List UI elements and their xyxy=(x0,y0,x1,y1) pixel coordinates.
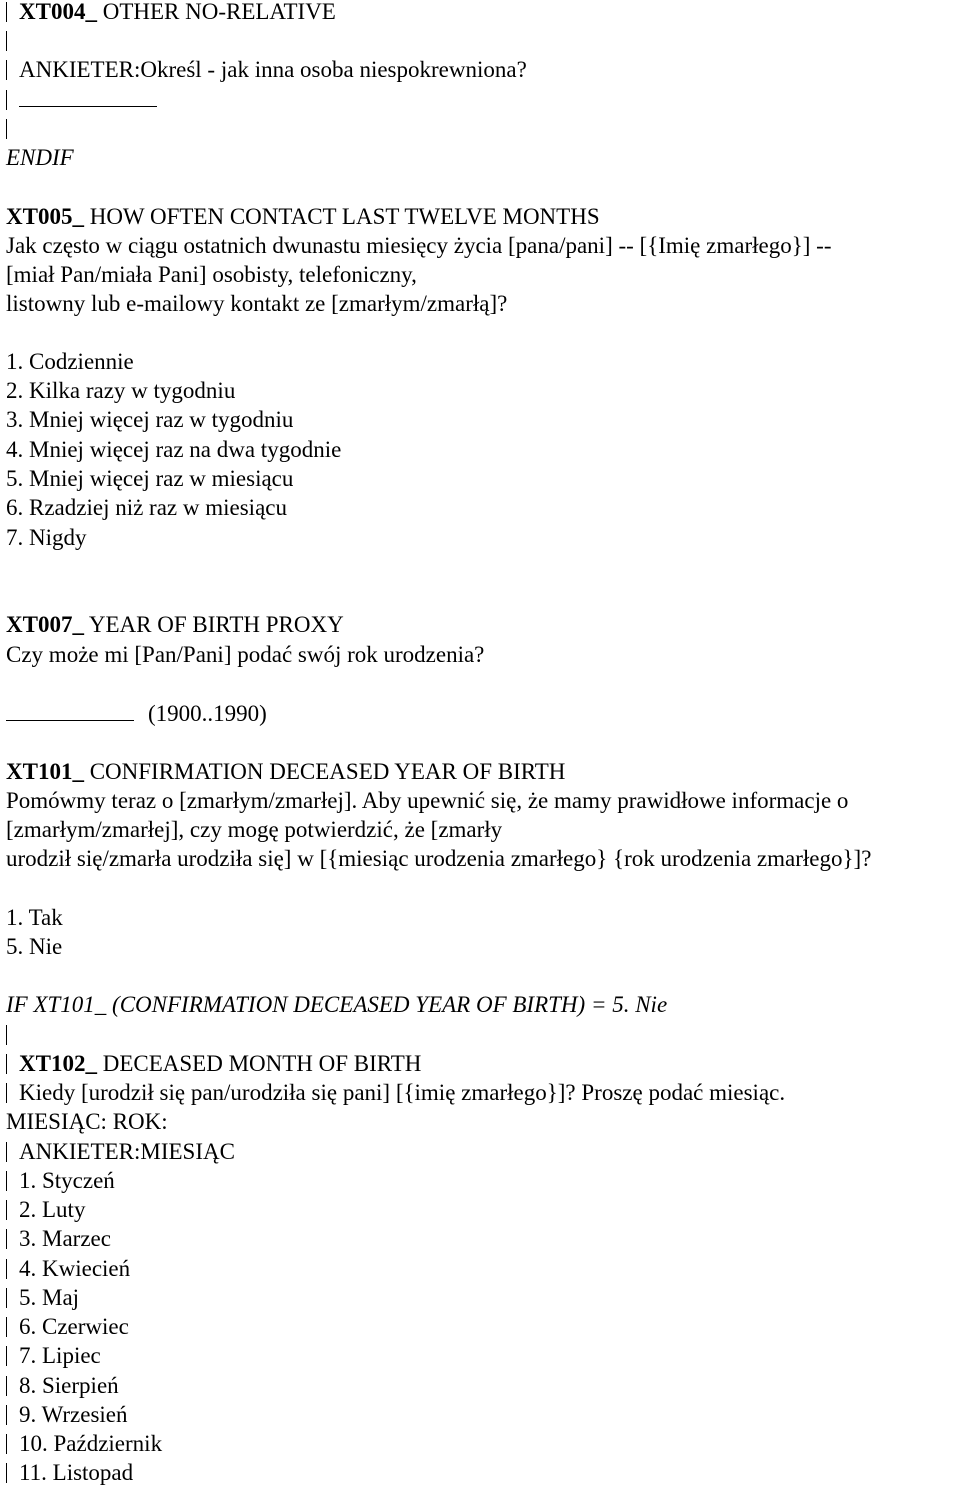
branch-bar xyxy=(6,60,7,80)
month-option: 2. Luty xyxy=(6,1195,85,1224)
question-code: XT007_ xyxy=(6,612,84,637)
month-option: 9. Wrzesień xyxy=(6,1400,128,1429)
answer-blank xyxy=(19,88,157,107)
branch-bar xyxy=(6,1200,7,1220)
question-text: urodził się/zmarła urodziła się] w [{miesiąc urodzenia zmarłego} {rok urodzenia zmarłego}]? xyxy=(6,846,872,871)
branch-bar xyxy=(6,1142,7,1162)
month-option: 10. Październik xyxy=(6,1429,162,1458)
answer-option: 7. Nigdy xyxy=(6,525,87,550)
month-option: 5. Maj xyxy=(6,1283,79,1312)
branch-bar xyxy=(6,1346,7,1366)
xt004-instruction xyxy=(6,55,527,84)
question-title: DECEASED MONTH OF BIRTH xyxy=(96,1051,422,1076)
xt102-heading xyxy=(6,1049,421,1078)
answer-option: 1. Codziennie xyxy=(6,349,134,374)
question-text: Kiedy [urodził się pan/urodziła się pani] [{imię zmarłego}]? Proszę podać miesiąc. xyxy=(19,1080,786,1105)
month-option: 6. Czerwiec xyxy=(6,1312,129,1341)
branch-bar xyxy=(6,119,7,139)
question-title: CONFIRMATION DECEASED YEAR OF BIRTH xyxy=(83,759,566,784)
if-condition: IF XT101_ (CONFIRMATION DECEASED YEAR OF BIRTH) = 5. Nie xyxy=(6,992,668,1017)
branch-bar xyxy=(6,1288,7,1308)
question-text: Pomówmy teraz o [zmarłym/zmarłej]. Aby upewnić się, że mamy prawidłowe informacje o xyxy=(6,788,849,813)
answer-option: 5. Nie xyxy=(6,934,63,959)
answer-option: 2. Kilka razy w tygodniu xyxy=(6,378,236,403)
branch-bar xyxy=(6,1171,7,1191)
xt004-heading xyxy=(6,0,336,26)
xt004-answer-line xyxy=(6,85,157,114)
answer-option: 6. Rzadziej niż raz w miesiącu xyxy=(6,495,287,520)
question-title: OTHER NO-RELATIVE xyxy=(96,0,336,24)
answer-option: 1. Tak xyxy=(6,905,63,930)
branch-bar xyxy=(6,1054,7,1074)
branch-bar xyxy=(6,1317,7,1337)
branch-bar xyxy=(6,1463,7,1483)
field-labels: MIESIĄC: ROK: xyxy=(6,1109,168,1134)
branch-bar xyxy=(6,31,7,51)
question-code: XT102_ xyxy=(19,1051,97,1076)
interviewer-instruction: ANKIETER:MIESIĄC xyxy=(19,1139,235,1164)
branch-bar xyxy=(6,2,7,22)
question-text: Jak często w ciągu ostatnich dwunastu miesięcy życia [pana/pani] -- [{Imię zmarłego}] -- xyxy=(6,233,832,258)
branch-line xyxy=(6,1020,19,1049)
xt007-answer-line xyxy=(6,699,267,728)
question-title: YEAR OF BIRTH PROXY xyxy=(83,612,344,637)
month-option: 7. Lipiec xyxy=(6,1341,101,1370)
answer-option: 3. Mniej więcej raz w tygodniu xyxy=(6,407,294,432)
question-code: XT101_ xyxy=(6,759,84,784)
xt102-instruction xyxy=(6,1137,235,1166)
question-text: Czy może mi [Pan/Pani] podać swój rok urodzenia? xyxy=(6,642,485,667)
xt005-heading xyxy=(6,202,600,231)
question-code: XT005_ xyxy=(6,204,84,229)
branch-bar xyxy=(6,1259,7,1279)
answer-option: 4. Mniej więcej raz na dwa tygodnie xyxy=(6,437,342,462)
branch-bar xyxy=(6,1083,7,1103)
answer-blank xyxy=(6,702,134,721)
question-text: listowny lub e-mailowy kontakt ze [zmarłym/zmarłą]? xyxy=(6,291,508,316)
question-text: [zmarłym/zmarłej], czy mogę potwierdzić, że [zmarły xyxy=(6,817,503,842)
branch-bar xyxy=(6,1434,7,1454)
month-option: 8. Sierpień xyxy=(6,1371,119,1400)
month-option: 11. Listopad xyxy=(6,1458,133,1487)
month-option: 1. Styczeń xyxy=(6,1166,115,1195)
interviewer-instruction: ANKIETER:Określ - jak inna osoba niespokrewniona? xyxy=(19,57,527,82)
xt007-heading xyxy=(6,610,344,639)
answer-option: 5. Mniej więcej raz w miesiącu xyxy=(6,466,294,491)
month-option: 3. Marzec xyxy=(6,1224,111,1253)
endif-label: ENDIF xyxy=(6,145,74,170)
branch-line xyxy=(6,114,19,143)
question-text: [miał Pan/miała Pani] osobisty, telefoniczny, xyxy=(6,262,417,287)
month-option: 4. Kwiecień xyxy=(6,1254,130,1283)
branch-bar xyxy=(6,1025,7,1045)
branch-line xyxy=(6,26,19,55)
branch-bar xyxy=(6,1405,7,1425)
branch-bar xyxy=(6,1376,7,1396)
branch-bar xyxy=(6,90,7,110)
question-code: XT004_ xyxy=(19,0,97,24)
xt102-question xyxy=(6,1078,785,1107)
answer-range: (1900..1990) xyxy=(148,701,267,726)
xt101-heading xyxy=(6,757,565,786)
branch-bar xyxy=(6,1229,7,1249)
question-title: HOW OFTEN CONTACT LAST TWELVE MONTHS xyxy=(83,204,600,229)
